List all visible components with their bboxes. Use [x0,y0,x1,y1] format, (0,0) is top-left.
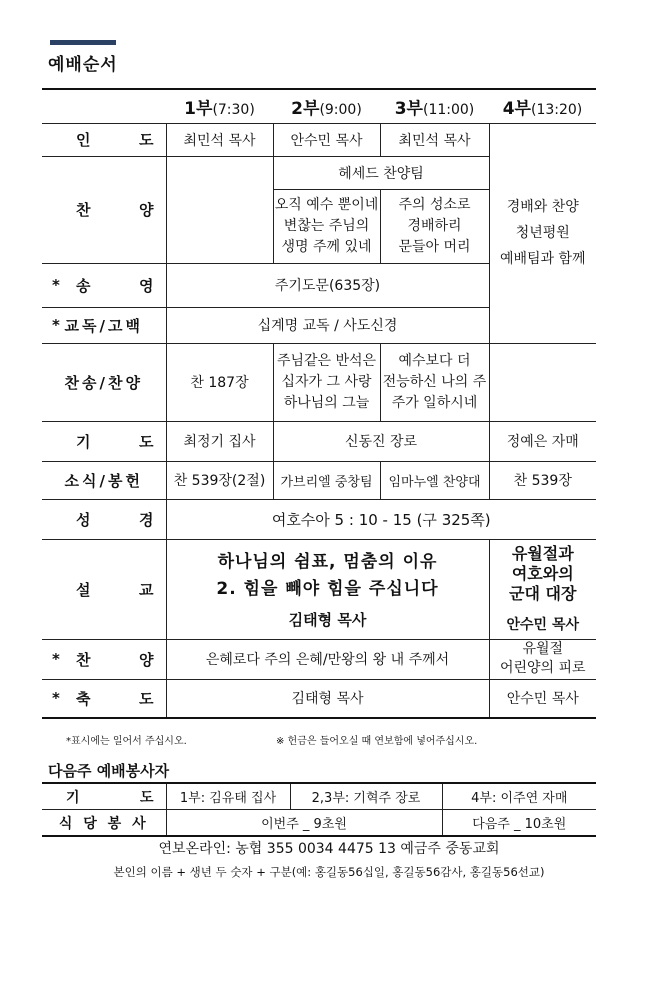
worship-order-table [42,88,596,719]
sermon-title-2: 2. 힘을 빼야 힘을 주십니다 [216,578,439,599]
col-4: 4부(13:20) [489,89,596,123]
next-kitchen-this: 이번주 _ 9초원 [166,810,442,837]
next-prayer-row [42,783,596,810]
leader-p3: 최민석 목사 [380,123,489,156]
row-scripture [42,499,596,539]
label-closing-hymn: * 찬 양 [42,639,166,679]
col-2: 2부(9:00) [273,89,380,123]
label-scripture: 성 경 [42,499,166,539]
next-prayer-p1: 1부: 김유태 집사 [166,783,290,810]
label-benediction: * 축 도 [42,679,166,718]
row-prayer [42,421,596,461]
sermon-main [166,539,489,639]
hymn-p4 [489,343,596,421]
row-sermon [42,539,596,639]
scripture-value: 여호수아 5 : 10 - 15 (구 325쪽) [166,499,596,539]
offering-p3: 임마누엘 찬양대 [380,461,489,499]
label-hymn: 찬송/찬양 [42,343,166,421]
next-kitchen-row [42,810,596,837]
offering-p1: 찬 539장(2절) [166,461,273,499]
label-praise: 찬 양 [42,156,166,263]
closing-hymn-value: 은혜로다 주의 은혜/만왕의 왕 내 주께서 [166,639,489,679]
row-hymn [42,343,596,421]
col4-merged: 경배와 찬양 청년평원 예배팀과 함께 [489,123,596,343]
offering-p2: 가브리엘 중창팀 [273,461,380,499]
col-1: 1부(7:30) [166,89,273,123]
prayer-p23: 신동진 장로 [273,421,489,461]
col-3: 3부(11:00) [380,89,489,123]
label-creed: * 교독/고백 [42,307,166,343]
label-hymn-open: * 송 영 [42,263,166,307]
next-week-table [42,782,596,837]
label-prayer: 기 도 [42,421,166,461]
hymn-open-value: 주기도문(635장) [166,263,489,307]
online-instructions: 본인의 이름 + 생년 두 숫자 + 구분(예: 홍길동56십일, 홍길동56감사, 홍길동56선교) [113,865,545,879]
offering-p4: 찬 539장 [489,461,596,499]
prayer-p1: 최정기 집사 [166,421,273,461]
praise-p2: 오직 예수 뿐이네 변찮는 주님의 생명 주께 있네 [273,189,380,263]
prayer-p4: 정예은 자매 [489,421,596,461]
row-benediction [42,679,596,718]
praise-team: 헤세드 찬양팀 [273,156,489,189]
praise-p3: 주의 성소로 경배하리 문들아 머리 [380,189,489,263]
hymn-p2: 주님같은 반석은 십자가 그 사랑 하나님의 그늘 [273,343,380,421]
next-kitchen-label: 식 당 봉 사 [42,810,166,837]
header-bar [50,40,116,45]
next-prayer-p4: 4부: 이주연 자매 [442,783,596,810]
label-sermon: 설 교 [42,539,166,639]
leader-p2: 안수민 목사 [273,123,380,156]
next-prayer-label: 기 도 [42,783,166,810]
next-kitchen-next: 다음주 _ 10초원 [442,810,596,837]
sermon-p4: 유월절과 여호와의 군대 대장 안수민 목사 [489,539,596,639]
online-offering: 연보온라인: 농협 355 0034 4475 13 예금주 중동교회 [158,841,500,857]
leader-p1: 최민석 목사 [166,123,273,156]
page-title: 예배순서 [48,55,118,75]
label-leader: 인 도 [42,123,166,156]
hymn-p1: 찬 187장 [166,343,273,421]
note-offering: ※ 헌금은 들어오실 때 연보함에 넣어주십시오. [276,736,478,747]
praise-p1 [166,156,273,263]
label-offering: 소식/봉헌 [42,461,166,499]
benediction-p4: 안수민 목사 [489,679,596,718]
corner-cell [42,89,166,123]
column-header-row [42,89,596,123]
creed-value: 십계명 교독 / 사도신경 [166,307,489,343]
hymn-p3: 예수보다 더 전능하신 나의 주 주가 일하시네 [380,343,489,421]
next-week-title: 다음주 예배봉사자 [48,762,170,780]
note-stand: *표시에는 일어서 주십시오. [66,736,187,747]
sermon-preacher: 김태형 목사 [288,610,367,629]
row-leader [42,123,596,156]
benediction-value: 김태형 목사 [166,679,489,718]
row-offering [42,461,596,499]
row-closing-hymn [42,639,596,679]
next-prayer-p23: 2,3부: 기혁주 장로 [290,783,442,810]
closing-hymn-p4: 유월절 어린양의 피로 [489,639,596,679]
sermon-title-1: 하나님의 쉼표, 멈춤의 이유 [217,551,438,572]
